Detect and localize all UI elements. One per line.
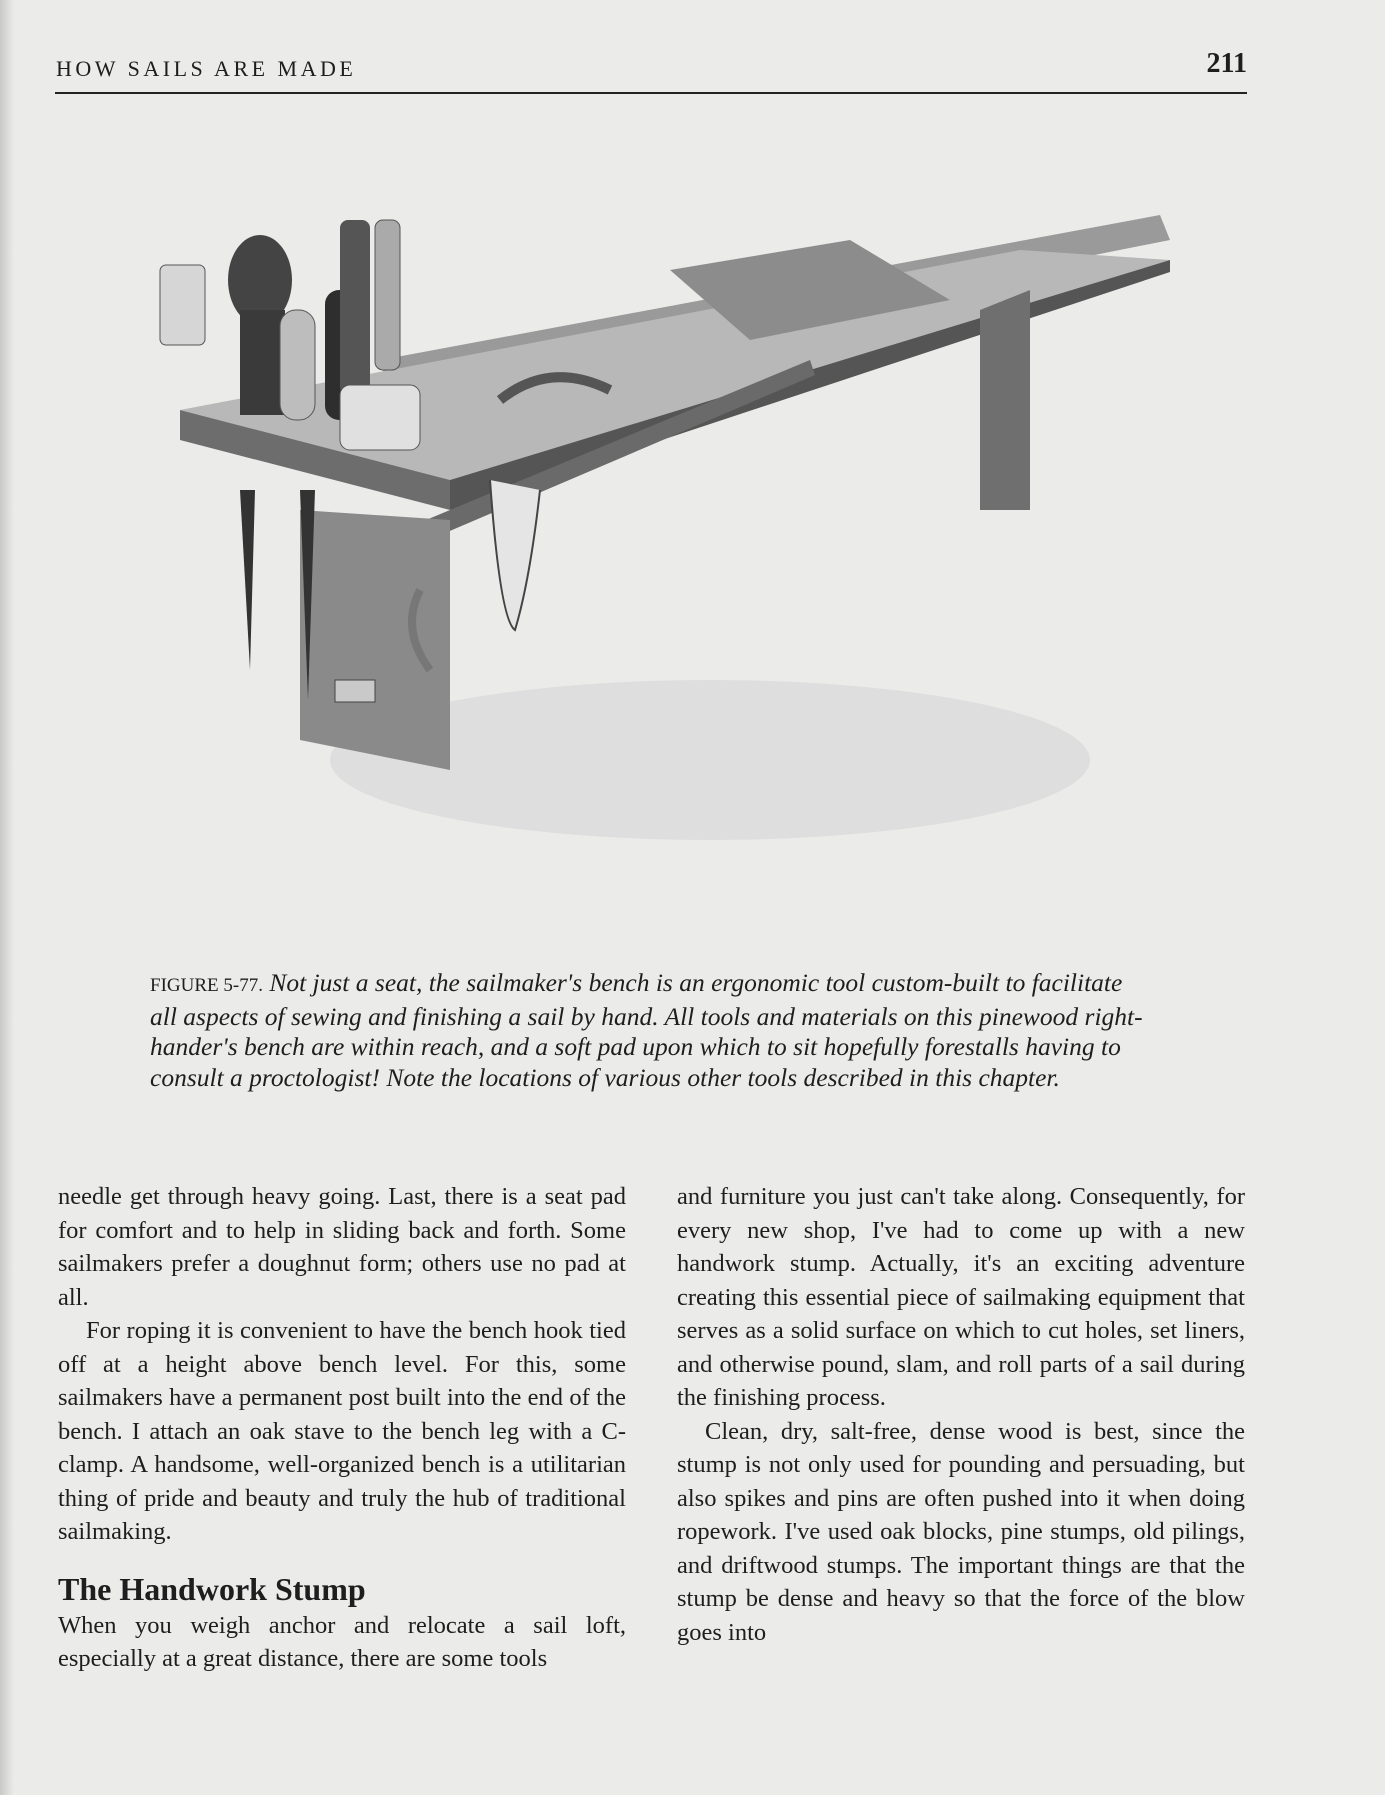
paragraph: Clean, dry, salt-free, dense wood is best, since the stump is not only used for pounding and persuading, but also spikes and pins are often pushed into it when doing ropework. I've used oak blocks, pine stumps, old pilings, and driftwood stumps. The important things are that the stump be dense and heavy so that the force of the blow goes into <box>677 1417 1245 1646</box>
mallet-handle <box>240 310 285 415</box>
clamp-handle <box>335 680 375 702</box>
paragraph: and furniture you just can't take along. Consequently, for every new shop, I've had to come up with a new handwork stump. Actually, it's an exciting adventure creating this essential piece of sailmaking equipment that serves as a solid surface on which to cut holes, set liners, and otherwise pound, slam, and roll parts of a sail during the finishing process. <box>677 1183 1245 1411</box>
horn <box>490 480 540 630</box>
twine-spool <box>160 265 205 345</box>
figure-caption-text: Not just a seat, the sailmaker's bench is an ergonomic tool custom-built to facilitate all aspects of sewing and finishing a sail by hand. All tools and materials on this pinewood right-hander's bench are within reach, and a soft pad upon which to sit hopefully forestalls having to consult a proctologist! Note the locations of various other tools described in this chapter. <box>150 968 1143 1092</box>
left-column <box>58 1180 626 1676</box>
rear-leg <box>980 290 1030 510</box>
front-leg <box>300 510 450 770</box>
page-gutter-shadow <box>0 0 14 1795</box>
fid-tool <box>240 490 255 670</box>
running-head: HOW SAILS ARE MADE <box>56 56 357 81</box>
wooden-fid <box>280 310 315 420</box>
figure-label: FIGURE 5-77. <box>150 975 263 996</box>
right-column <box>677 1180 1245 1649</box>
bench-hook-post <box>375 220 400 370</box>
figure-caption <box>150 968 1150 1093</box>
section-heading: The Handwork Stump <box>58 1570 366 1607</box>
sailmakers-bench-illustration <box>150 160 1200 940</box>
paragraph: For roping it is convenient to have the bench hook tied off at a height above bench level. For this, some sailmakers have a permanent post built into the end of the bench. I attach an oak stave to the bench leg with a C-clamp. A handsome, well-organized bench is a utilitarian thing of pride and beauty and truly the hub of traditional sailmaking. <box>58 1317 626 1545</box>
wax-cake <box>340 385 420 450</box>
page-number: 211 <box>1206 48 1247 79</box>
seam-rubber <box>340 220 370 395</box>
header-rule <box>55 92 1247 94</box>
paragraph: needle get through heavy going. Last, there is a seat pad for comfort and to help in sliding back and forth. Some sailmakers prefer a doughnut form; others use no pad at all. <box>58 1183 626 1311</box>
paragraph: When you weigh anchor and relocate a sail loft, especially at a great distance, there are some tools <box>58 1611 626 1672</box>
